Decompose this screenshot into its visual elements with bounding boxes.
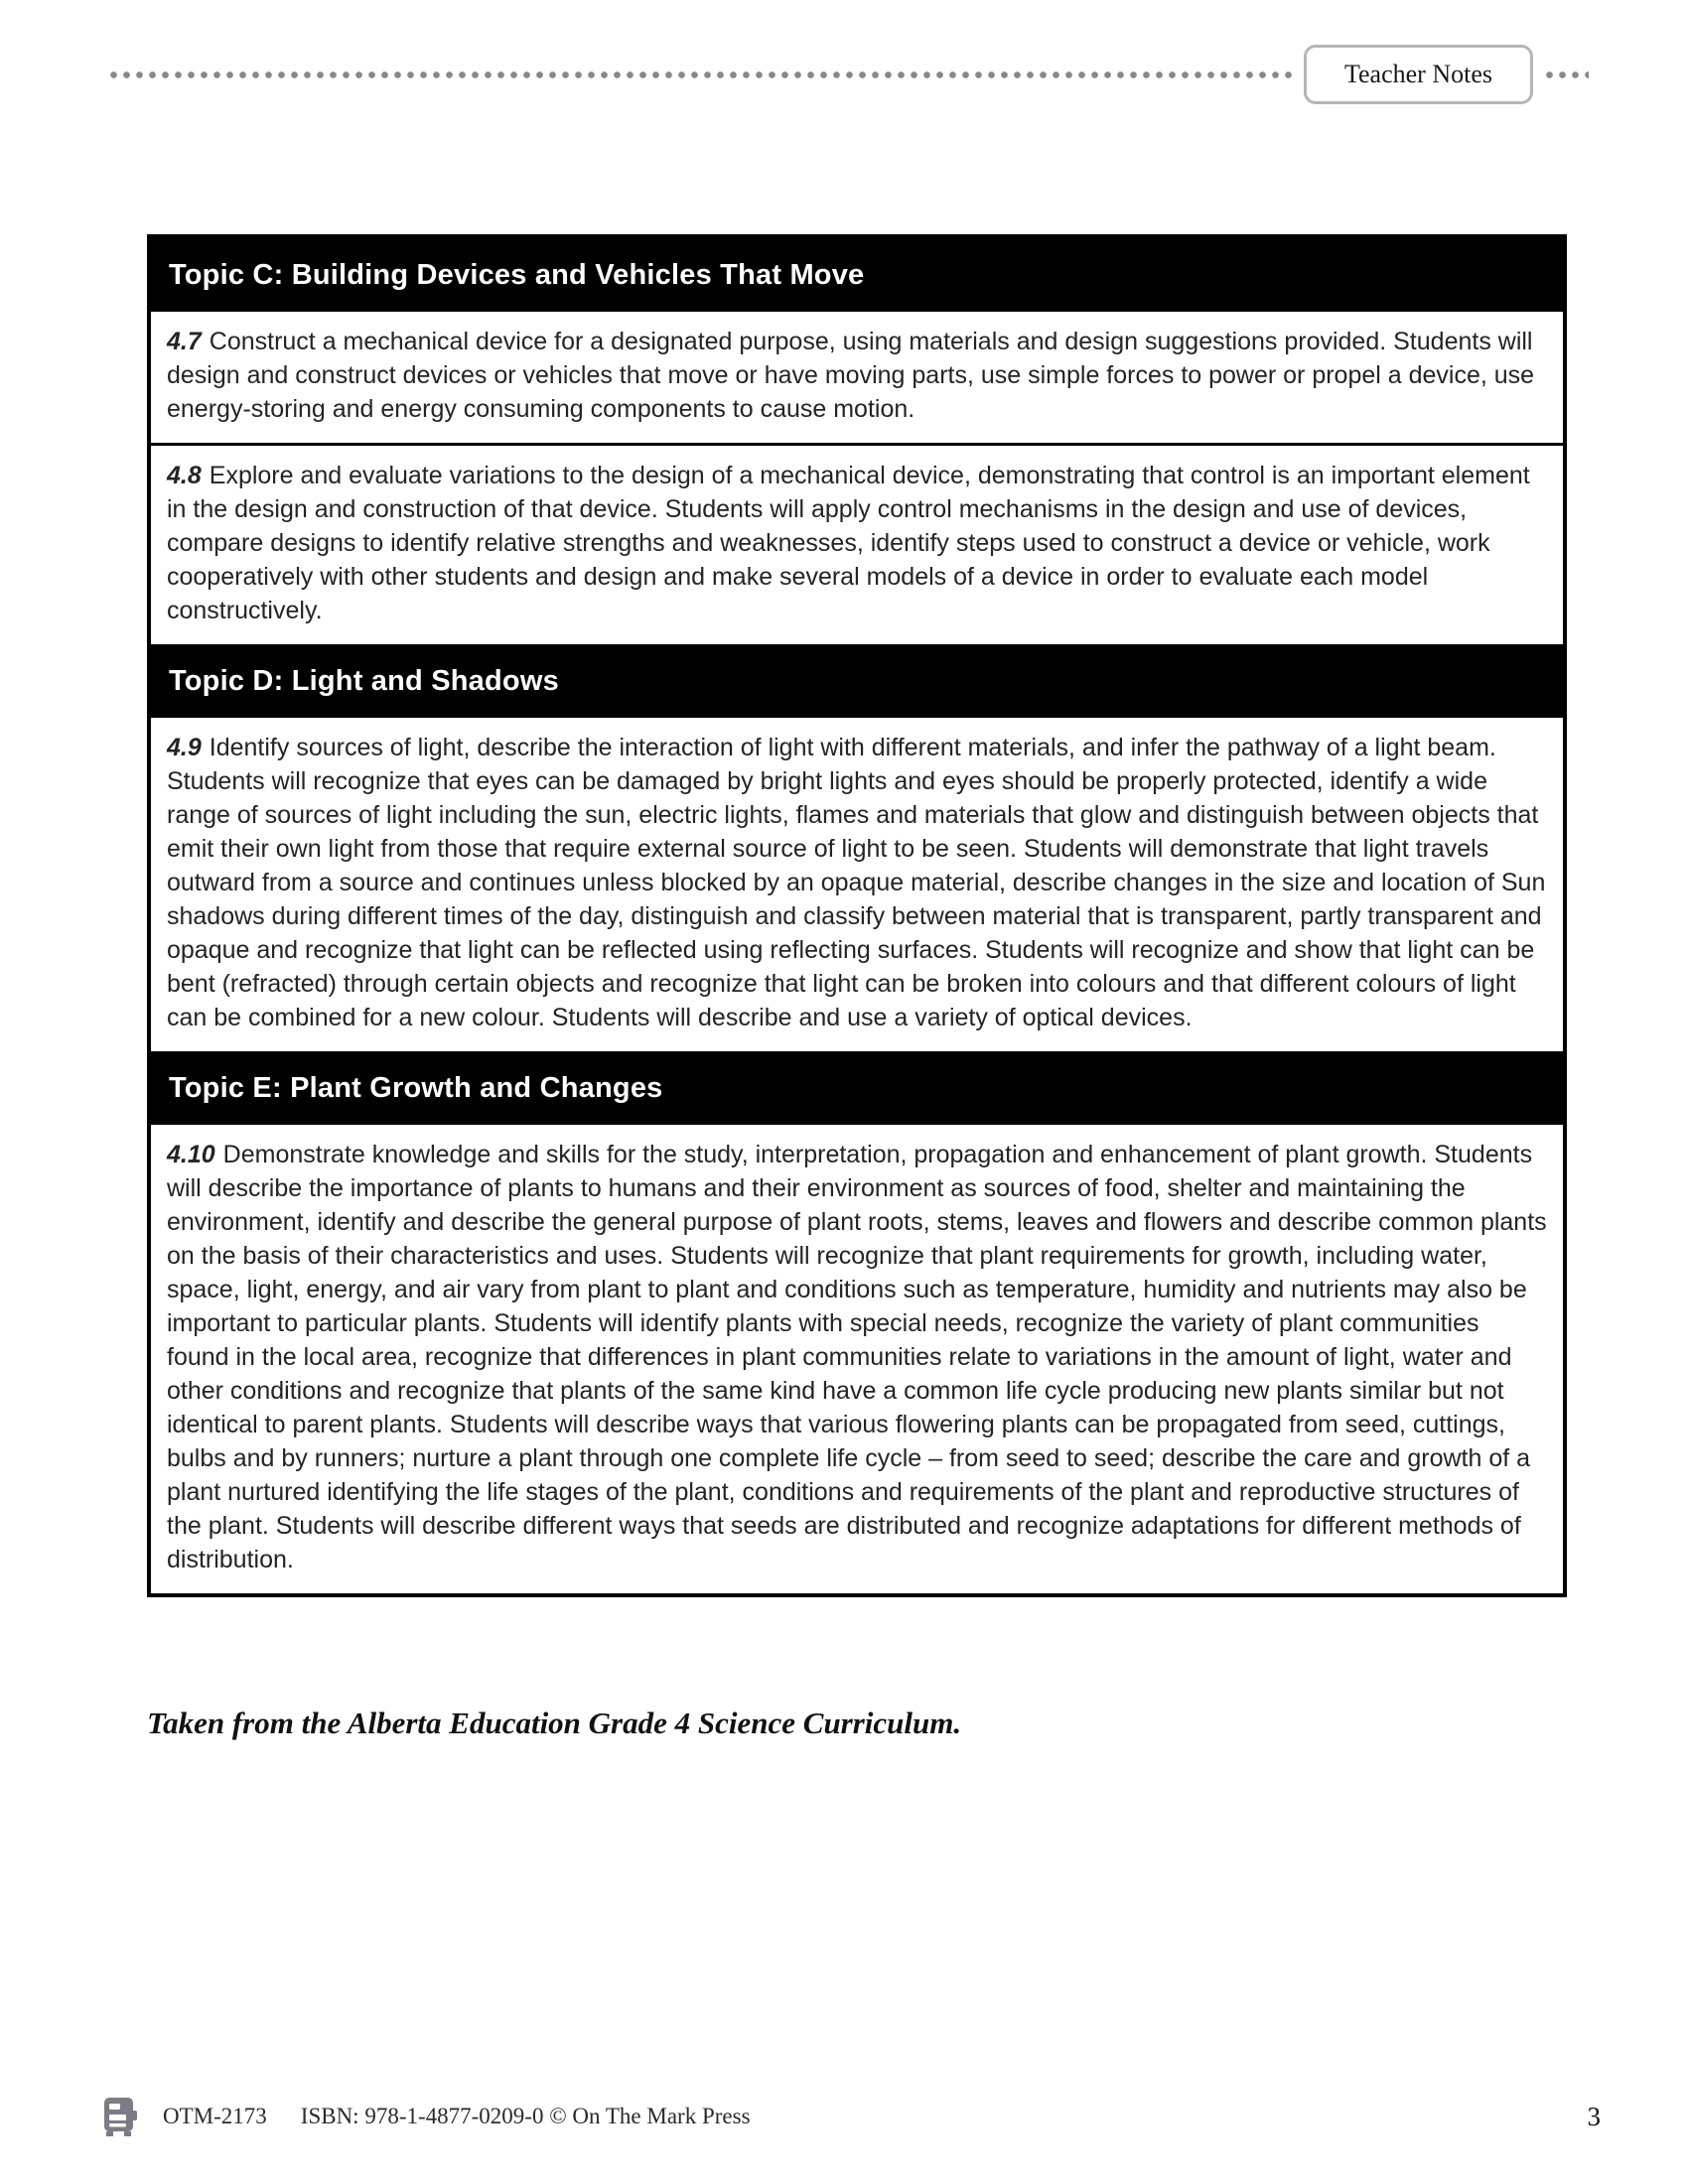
product-code: OTM-2173 bbox=[163, 2104, 267, 2128]
attribution-note: Taken from the Alberta Education Grade 4 Science Curriculum. bbox=[147, 1706, 962, 1740]
dotted-line-left bbox=[107, 70, 1298, 79]
isbn-text: ISBN: 978-1-4877-0209-0 © On The Mark Press bbox=[300, 2104, 751, 2128]
page-footer bbox=[99, 2095, 1601, 2138]
topic-d-header bbox=[151, 644, 1563, 718]
outcome-row-4-10 bbox=[151, 1125, 1563, 1593]
outcome-number: 4.7 bbox=[167, 328, 202, 355]
outcome-text: Explore and evaluate variations to the design of a mechanical device, demonstrating that control is an important element in the design and construction of that device. Students will apply control mechanisms in the design and use of devices, compare designs to identify relative strengths and weaknesses, identify steps used to construct a device or vehicle, work cooperatively with other students and design and make several models of a device in order to evaluate each model constructively. bbox=[167, 462, 1530, 624]
outcome-text: Construct a mechanical device for a designated purpose, using materials and design suggestions provided. Students will design and construct devices or vehicles that move or have moving parts, use simple forces to power or propel a device, use energy-storing and energy consuming components to cause motion. bbox=[167, 328, 1535, 423]
topic-e-title: Topic E: Plant Growth and Changes bbox=[169, 1072, 663, 1104]
dotted-line-right bbox=[1543, 70, 1589, 79]
page-number: 3 bbox=[1587, 2101, 1601, 2131]
publisher-logo-icon bbox=[99, 2095, 141, 2138]
outcome-row-4-9 bbox=[151, 718, 1563, 1051]
outcome-number: 4.9 bbox=[167, 734, 202, 761]
outcome-row-4-8 bbox=[151, 443, 1563, 644]
teacher-notes-tab bbox=[1304, 45, 1533, 104]
teacher-notes-label: Teacher Notes bbox=[1343, 60, 1492, 88]
outcome-text: Demonstrate knowledge and skills for the study, interpretation, propagation and enhancement of plant growth. Students will describe the importance of plants to humans and their environment as sources of food, shelter and maintaining the environment, identify and describe the general purpose of plant roots, stems, leaves and flowers and describe common plants on the basis of their characteristics and uses. Students will recognize that plant requirements for growth, including water, space, light, energy, and air vary from plant to plant and conditions such as temperature, humidity and nutrients may also be important to particular plants. Students will identify plants with special needs, recognize the variety of plant communities found in the local area, recognize that differences in plant communities relate to variations in the amount of light, water and other conditions and recognize that plants of the same kind have a common life cycle producing new plants similar but not identical to parent plants. Students will describe ways that various flowering plants can be propagated from seed, cuttings, bulbs and by runners; nurture a plant through one complete life cycle – from seed to seed; describe the care and growth of a plant nurtured identifying the life stages of the plant, conditions and requirements of the plant and reproductive structures of the plant. Students will describe different ways that seeds are distributed and recognize adaptations for different methods of distribution. bbox=[167, 1141, 1547, 1573]
outcome-number: 4.10 bbox=[167, 1141, 215, 1168]
topic-c-title: Topic C: Building Devices and Vehicles That Move bbox=[169, 259, 865, 291]
topic-c-header bbox=[151, 238, 1563, 312]
outcome-number: 4.8 bbox=[167, 462, 202, 489]
topic-d-title: Topic D: Light and Shadows bbox=[169, 665, 559, 697]
top-dotted-rule bbox=[107, 42, 1589, 107]
topic-e-header bbox=[151, 1051, 1563, 1125]
outcome-row-4-7 bbox=[151, 312, 1563, 443]
curriculum-table bbox=[147, 234, 1567, 1597]
outcome-text: Identify sources of light, describe the interaction of light with different materials, and infer the pathway of a light beam. Students will recognize that eyes can be damaged by bright lights and eyes should be properly protected, identify a wide range of sources of light including the sun, electric lights, flames and materials that glow and distinguish between objects that emit their own light from those that require external source of light to be seen. Students will demonstrate that light travels outward from a source and continues unless blocked by an opaque material, describe changes in the size and location of Sun shadows during different times of the day, distinguish and classify between material that is transparent, partly transparent and opaque and recognize that light can be reflected using reflecting surfaces. Students will recognize and show that light can be bent (refracted) through certain objects and recognize that light can be broken into colours and that different colours of light can be combined for a new colour. Students will describe and use a variety of optical devices. bbox=[167, 734, 1546, 1031]
